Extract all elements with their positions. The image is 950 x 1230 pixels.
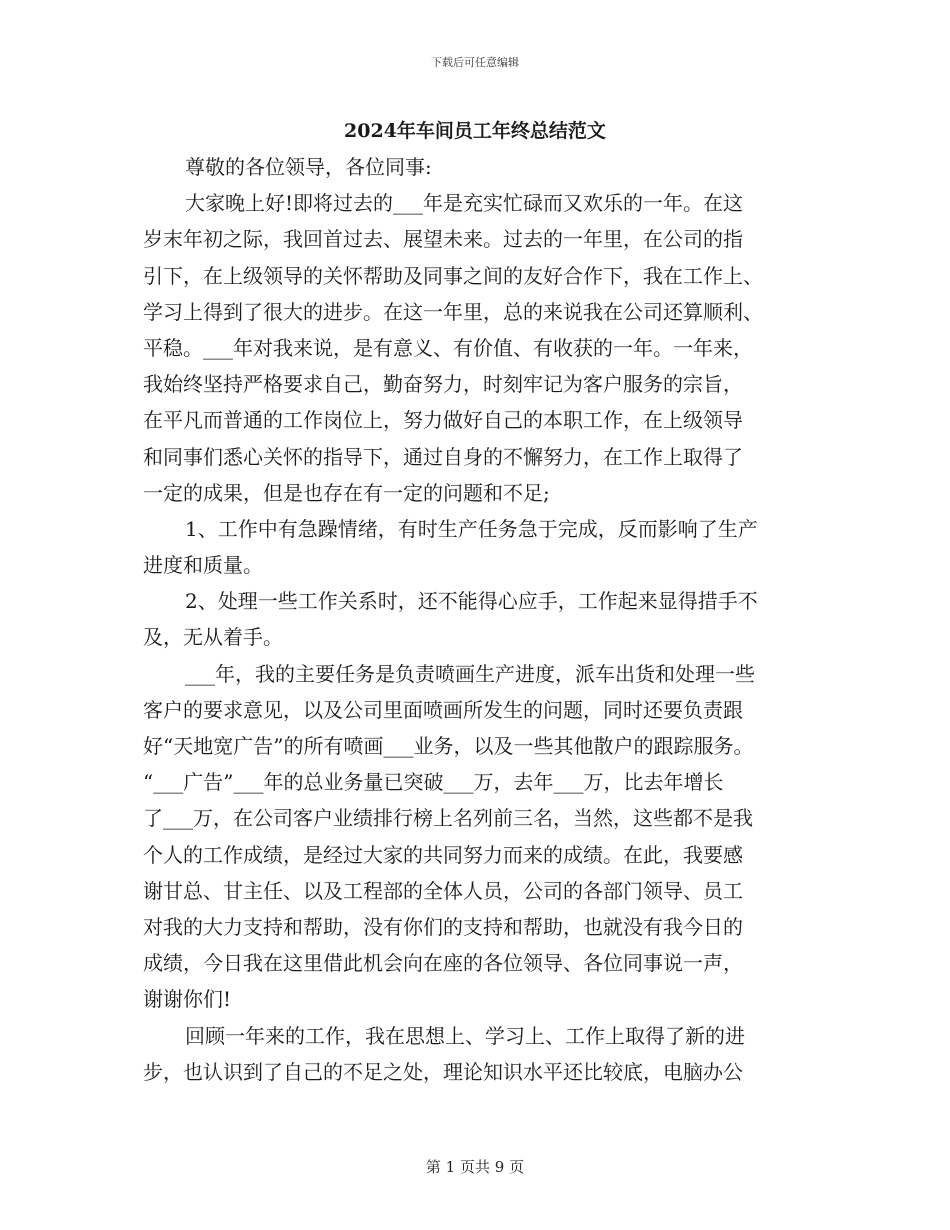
body-line: 尊敬的各位领导，各位同事:: [185, 155, 432, 179]
body-line: 岁末年初之际，我回首过去、展望未来。过去的一年里，在公司的指: [143, 227, 743, 252]
body-line: 大家晚上好!即将过去的___年是充实忙碌而又欢乐的一年。在这: [185, 191, 744, 216]
body-line: ___年，我的主要任务是负责喷画生产进度，派车出货和处理一些: [185, 661, 755, 686]
body-line: 了___万，在公司客户业绩排行榜上名列前三名，当然，这些都不是我: [143, 806, 753, 831]
body-line: 学习上得到了很大的进步。在这一年里，总的来说我在公司还算顺利、: [143, 299, 763, 324]
body-line: 和同事们悉心关怀的指导下，通过自身的不懈努力，在工作上取得了: [143, 444, 743, 469]
body-line: 进度和质量。: [143, 553, 263, 578]
document-body: [143, 149, 807, 1090]
page-header-note: 下载后可任意编辑: [431, 56, 519, 69]
body-line: 谢谢你们!: [143, 987, 232, 1012]
body-line: 2、处理一些工作关系时，还不能得心应手，工作起来显得措手不: [185, 589, 758, 614]
body-line: 平稳。___年对我来说，是有意义、有价值、有收获的一年。一年来，: [143, 335, 753, 360]
body-line: 在平凡而普通的工作岗位上，努力做好自己的本职工作，在上级领导: [143, 408, 743, 433]
body-line: 一定的成果，但是也存在有一定的问题和不足;: [143, 480, 550, 505]
body-line: 回顾一年来的工作，我在思想上、学习上、工作上取得了新的进: [185, 1023, 745, 1048]
body-line: 客户的要求意见，以及公司里面喷画所发生的问题，同时还要负责跟: [143, 697, 743, 722]
body-line: 步，也认识到了自己的不足之处，理论知识水平还比较底，电脑办公: [143, 1059, 743, 1084]
body-line: 1、工作中有急躁情绪，有时生产任务急于完成，反而影响了生产: [185, 516, 758, 541]
page-number: 第 1 页共 9 页: [425, 1158, 525, 1176]
body-line: 好“天地宽广告”的所有喷画___业务，以及一些其他散户的跟踪服务。: [143, 734, 754, 758]
body-line: 对我的大力支持和帮助，没有你们的支持和帮助，也就没有我今日的: [143, 914, 743, 939]
body-line: 个人的工作成绩，是经过大家的共同努力而来的成绩。在此，我要感: [143, 842, 743, 867]
body-line: 成绩，今日我在这里借此机会向在座的各位领导、各位同事说一声，: [143, 951, 743, 976]
body-line: 及，无从着手。: [143, 625, 283, 650]
body-line: 引下，在上级领导的关怀帮助及同事之间的友好合作下，我在工作上、: [143, 263, 763, 288]
body-line: “___广告”___年的总业务量已突破___万，去年___万，比去年增长: [143, 770, 724, 795]
document-title: 2024年车间员工年终总结范文: [344, 120, 606, 142]
body-line: 我始终坚持严格要求自己，勤奋努力，时刻牢记为客户服务的宗旨，: [143, 372, 743, 397]
body-line: 谢甘总、甘主任、以及工程部的全体人员，公司的各部门领导、员工: [143, 878, 743, 903]
